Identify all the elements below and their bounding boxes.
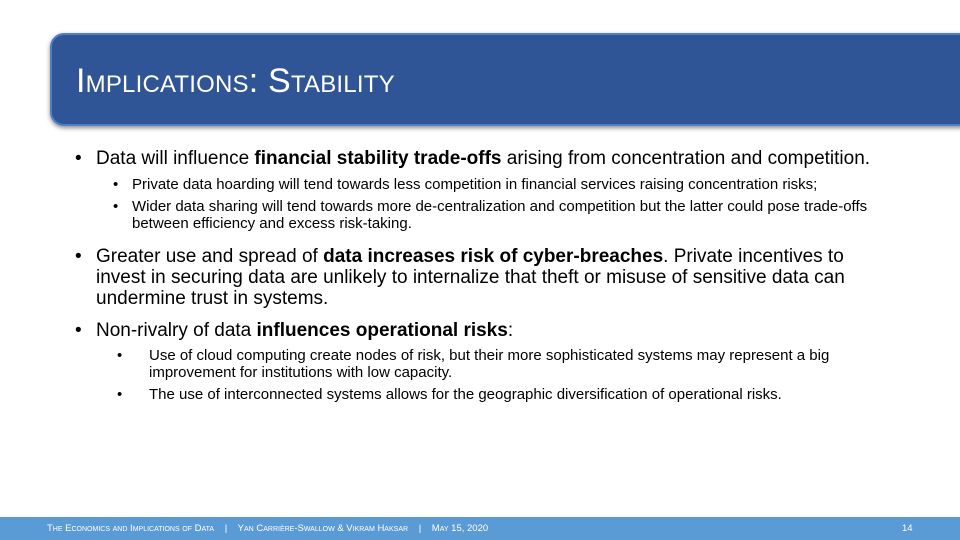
sub-bullet-data-hoarding [111,176,895,193]
bullet-marker: • [113,198,119,215]
slide-body [75,148,895,403]
sub-bullet-text: Use of cloud computing create nodes of risk, but their more sophisticated systems may represent a big improvement for institutions with low capacity. [149,347,830,381]
sub-bullet-text: The use of interconnected systems allows for the geographic diversification of operational risks. [149,386,782,403]
bullet-marker: • [113,176,119,193]
bullet-marker: • [75,246,82,267]
sub-bullet-interconnected-systems [111,386,895,403]
bullet-marker: • [75,148,82,169]
page-number: 14 [902,523,913,534]
bullet-marker: • [75,320,82,341]
bullet-marker: • [117,386,123,403]
sub-bullet-text: Private data hoarding will tend towards less competition in financial services raising concentration risks; [132,176,818,193]
sub-bullet-data-sharing [111,198,895,232]
title-banner [50,33,960,126]
footer-title: The Economics and Implications of Data [47,523,215,534]
bullet-marker: • [117,347,123,364]
footer-bar [0,517,960,540]
bullet-text: Greater use and spread of data increases risk of cyber-breaches. Private incentives to invest in securing data are unlikely to internalize that theft or misuse of sensitive data can undermine trust in systems. [96,246,845,309]
bullet-text: Data will influence financial stability trade-offs arising from concentration and competition. [96,148,871,169]
sub-bullet-cloud-computing [111,347,895,381]
slide-title: Implications: Stability [76,62,395,100]
bullet-financial-stability [75,148,895,169]
bullet-operational-risks [75,320,895,341]
footer-separator: | [418,523,422,534]
footer-date: May 15, 2020 [431,523,489,534]
footer-separator: | [224,523,228,534]
footer-authors: Yan Carrière-Swallow & Vikram Haksar [237,523,409,534]
bullet-text: Non-rivalry of data influences operational risks: [96,320,514,341]
sub-bullet-text: Wider data sharing will tend towards more de-centralization and competition but the latter could pose trade-offs between efficiency and excess risk-taking. [132,198,868,232]
bullet-cyber-breaches [75,246,895,309]
footer-info [47,523,488,535]
